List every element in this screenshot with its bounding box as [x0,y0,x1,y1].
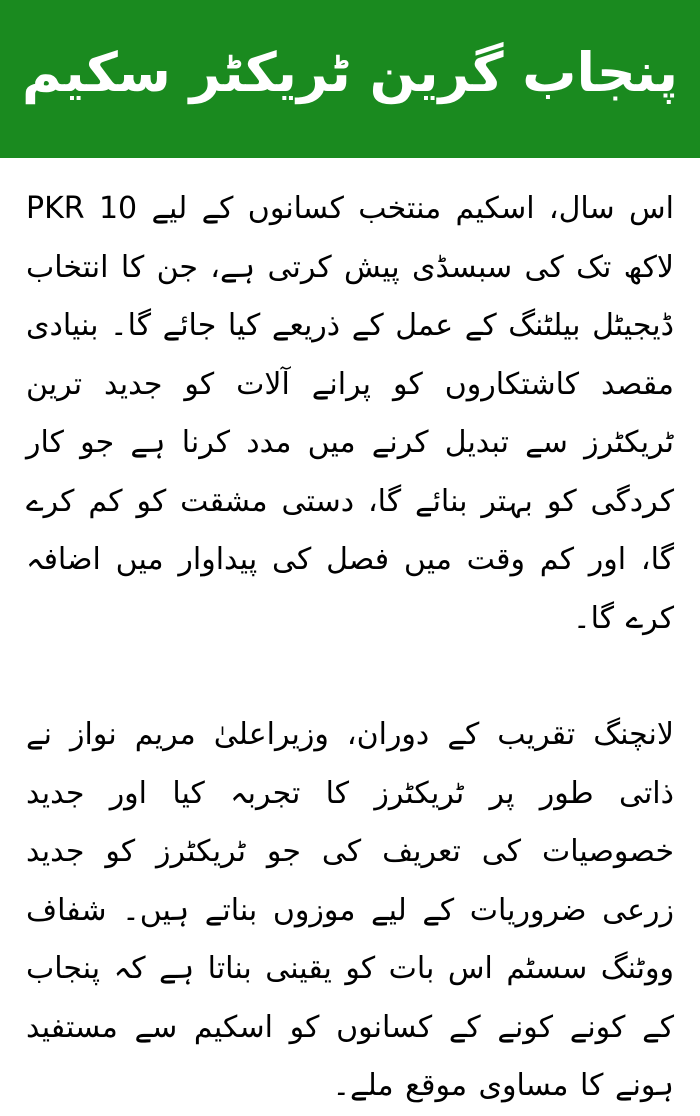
header-banner [0,0,700,158]
paragraph-1: اس سال، اسکیم منتخب کسانوں کے لیے PKR 10 لاکھ تک کی سبسڈی پیش کرتی ہے، جن کا انتخاب ڈیجیٹل بیلٹنگ کے عمل کے ذریعے کیا جائے گا۔ بنیادی مقصد کاشتکاروں کو پرانے آلات کو جدید ترین ٹریکٹرز سے تبدیل کرنے میں مدد کرنا ہے جو کار کردگی کو بہتر بنائے گا، دستی مشقت کو کم کرے گا، اور کم وقت میں فصل کی پیداوار میں اضافہ کرے گا۔ [26,191,674,636]
article-body [0,158,700,1116]
page-title: پنجاب گرین ٹریکٹر سکیم [21,41,679,105]
paragraph-2: لانچنگ تقریب کے دوران، وزیراعلیٰ مریم نواز نے ذاتی طور پر ٹریکٹرز کا تجربہ کیا اور جدید خصوصیات کی تعریف کی جو ٹریکٹرز کو جدید زرعی ضروریات کے لیے موزوں بناتے ہیں۔ شفاف ووٹنگ سسٹم اس بات کو یقینی بناتا ہے کہ پنجاب کے کونے کونے کے کسانوں کو اسکیم سے مستفید ہونے کا مساوی موقع ملے۔ [26,717,674,1103]
